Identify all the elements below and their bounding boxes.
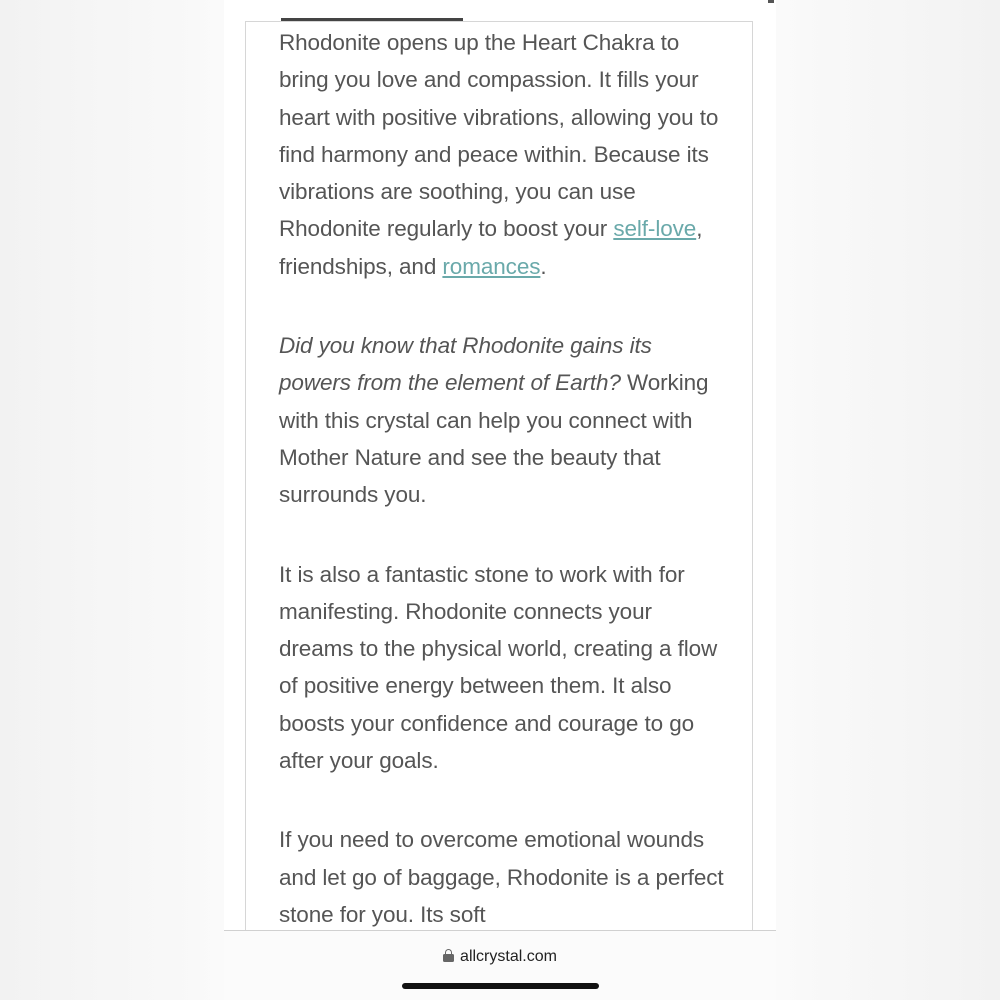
paragraph-4: If you need to overcome emotional wounds and let go of baggage, Rhodonite is a perfect stone for you. Its soft <box>279 827 724 927</box>
paragraph-1 <box>279 24 729 285</box>
self-love-link[interactable]: self-love <box>613 216 697 242</box>
browser-bottom-bar <box>224 930 776 1000</box>
lock-icon <box>443 949 454 962</box>
address-bar[interactable] <box>224 948 776 966</box>
corner-mark <box>768 0 774 3</box>
article-body <box>279 24 729 975</box>
p2-text: Working with this crystal can help you connect with Mother Nature and see the beauty that surrounds you. <box>279 370 709 508</box>
p2-italic: Did you know that Rhodonite gains its powers from the element of Earth? <box>279 333 652 396</box>
paragraph-2 <box>279 327 729 513</box>
romances-link[interactable]: romances <box>442 253 541 279</box>
phone-screen <box>224 0 776 1000</box>
p1-text-c: . <box>540 253 547 279</box>
home-indicator[interactable] <box>402 983 599 989</box>
url-text: allcrystal.com <box>460 948 557 965</box>
p1-text-a: Rhodonite opens up the Heart Chakra to bring you love and compassion. It fills your heart with positive vibrations, allowing you to find harmony and peace within. Because its vibrations are soothing, you can use Rhodonite regularly to boost your <box>279 30 719 242</box>
background-left <box>0 0 224 1000</box>
paragraph-3: It is also a fantastic stone to work with for manifesting. Rhodonite connects your dreams to the physical world, creating a flow of positive energy between them. It also boosts your confidence and courage to go after your goals. <box>279 561 718 774</box>
background-right <box>776 0 1000 1000</box>
p1-text-b: , friendships, and <box>279 216 703 279</box>
